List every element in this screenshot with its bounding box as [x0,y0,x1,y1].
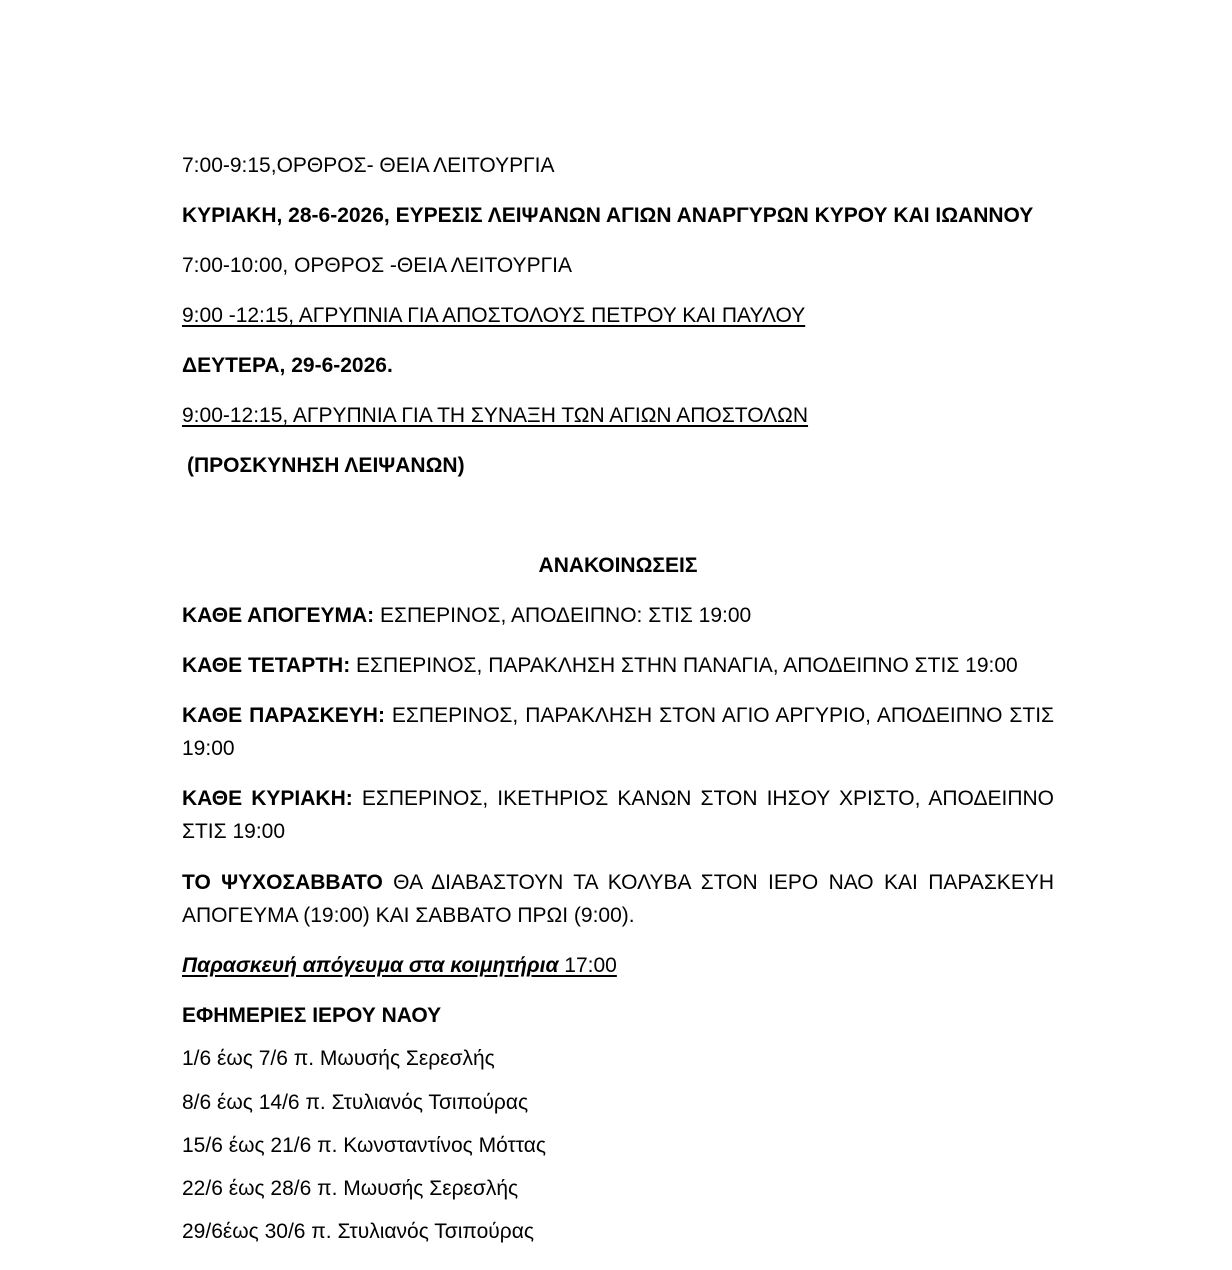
announcement-text: ΘΑ ΔΙΑΒΑΣΤΟΥΝ ΤΑ ΚΟΛΥΒΑ ΣΤΟΝ ΙΕΡΟ ΝΑΟ ΚΑΙ ΠΑΡΑΣΚΕΥΗ ΑΠΟΓΕΥΜΑ (19:00) ΚΑΙ ΣΑΒΒΑΤΟ ΠΡΩΙ (9:00). [182,871,1054,927]
announcement-label: ΤΟ ΨΥΧΟΣΑΒΒΑΤΟ [182,871,383,894]
sunday-heading: ΚΥΡΙΑΚΗ, 28-6-2026, ΕΥΡΕΣΙΣ ΛΕΙΨΑΝΩΝ ΑΓΙΩΝ ΑΝΑΡΓΥΡΩΝ ΚΥΡΟΥ ΚΑΙ ΙΩΑΝΝΟΥ [182,204,1034,227]
cemetery-notice [182,953,617,979]
duty-row: 15/6 έως 21/6 π. Κωνσταντίνος Μόττας [182,1134,547,1157]
announcement-item [182,782,1054,848]
schedule-line-1: 7:00-9:15,ΟΡΘΡΟΣ- ΘΕΙΑ ΛΕΙΤΟΥΡΓΙΑ [182,154,555,177]
cemetery-label: Παρασκευή απόγευμα στα κοιμητήρια [182,954,559,977]
announcement-text: ΕΣΠΕΡΙΝΟΣ, ΠΑΡΑΚΛΗΣΗ ΣΤΟΝ ΑΓΙΟ ΑΡΓΥΡΙΟ, ΑΠΟΔΕΙΠΝΟ ΣΤΙΣ 19:00 [182,704,1055,760]
duty-row: 29/6έως 30/6 π. Στυλιανός Τσιπούρας [182,1220,534,1243]
duty-row: 1/6 έως 7/6 π. Μωυσής Σερεσλής [182,1047,495,1070]
cemetery-time: 17:00 [558,954,617,977]
announcement-label: ΚΑΘΕ ΚΥΡΙΑΚΗ: [182,787,353,810]
sunday-service: 7:00-10:00, ΟΡΘΡΟΣ -ΘΕΙΑ ΛΕΙΤΟΥΡΓΙΑ [182,254,573,277]
monday-heading: ΔΕΥΤΕΡΑ, 29-6-2026. [182,354,393,377]
announcement-item [182,599,1054,632]
monday-vigil: 9:00-12:15, ΑΓΡΥΠΝΙΑ ΓΙΑ ΤΗ ΣΥΝΑΞΗ ΤΩΝ ΑΓΙΩΝ ΑΠΟΣΤΟΛΩΝ [182,404,809,427]
announcement-label: ΚΑΘΕ ΠΑΡΑΣΚΕΥΗ: [182,704,385,727]
duty-row: 8/6 έως 14/6 π. Στυλιανός Τσιπούρας [182,1091,529,1114]
announcement-item [182,699,1054,765]
announcements-title: ΑΝΑΚΟΙΝΩΣΕΙΣ [538,554,698,577]
announcement-item [182,649,1054,682]
duty-title: ΕΦΗΜΕΡΙΕΣ ΙΕΡΟΥ ΝΑΟΥ [182,1004,442,1027]
announcement-item [182,866,1054,932]
relics-veneration: (ΠΡΟΣΚΥΝΗΣΗ ΛΕΙΨΑΝΩΝ) [187,454,465,477]
announcement-text: ΕΣΠΕΡΙΝΟΣ, ΑΠΟΔΕΙΠΝΟ: ΣΤΙΣ 19:00 [374,604,752,627]
duty-row: 22/6 έως 28/6 π. Μωυσής Σερεσλής [182,1177,519,1200]
announcement-label: ΚΑΘΕ ΤΕΤΑΡΤΗ: [182,654,351,677]
announcement-text: ΕΣΠΕΡΙΝΟΣ, ΠΑΡΑΚΛΗΣΗ ΣΤΗΝ ΠΑΝΑΓΙΑ, ΑΠΟΔΕΙΠΝΟ ΣΤΙΣ 19:00 [350,654,1018,677]
announcement-label: ΚΑΘΕ ΑΠΟΓΕΥΜΑ: [182,604,375,627]
announcement-text: ΕΣΠΕΡΙΝΟΣ, ΙΚΕΤΗΡΙΟΣ ΚΑΝΩΝ ΣΤΟΝ ΙΗΣΟΥ ΧΡΙΣΤΟ, ΑΠΟΔΕΙΠΝΟ ΣΤΙΣ 19:00 [182,787,1054,843]
sunday-vigil: 9:00 -12:15, ΑΓΡΥΠΝΙΑ ΓΙΑ ΑΠΟΣΤΟΛΟΥΣ ΠΕΤΡΟΥ ΚΑΙ ΠΑΥΛΟΥ [182,304,806,327]
